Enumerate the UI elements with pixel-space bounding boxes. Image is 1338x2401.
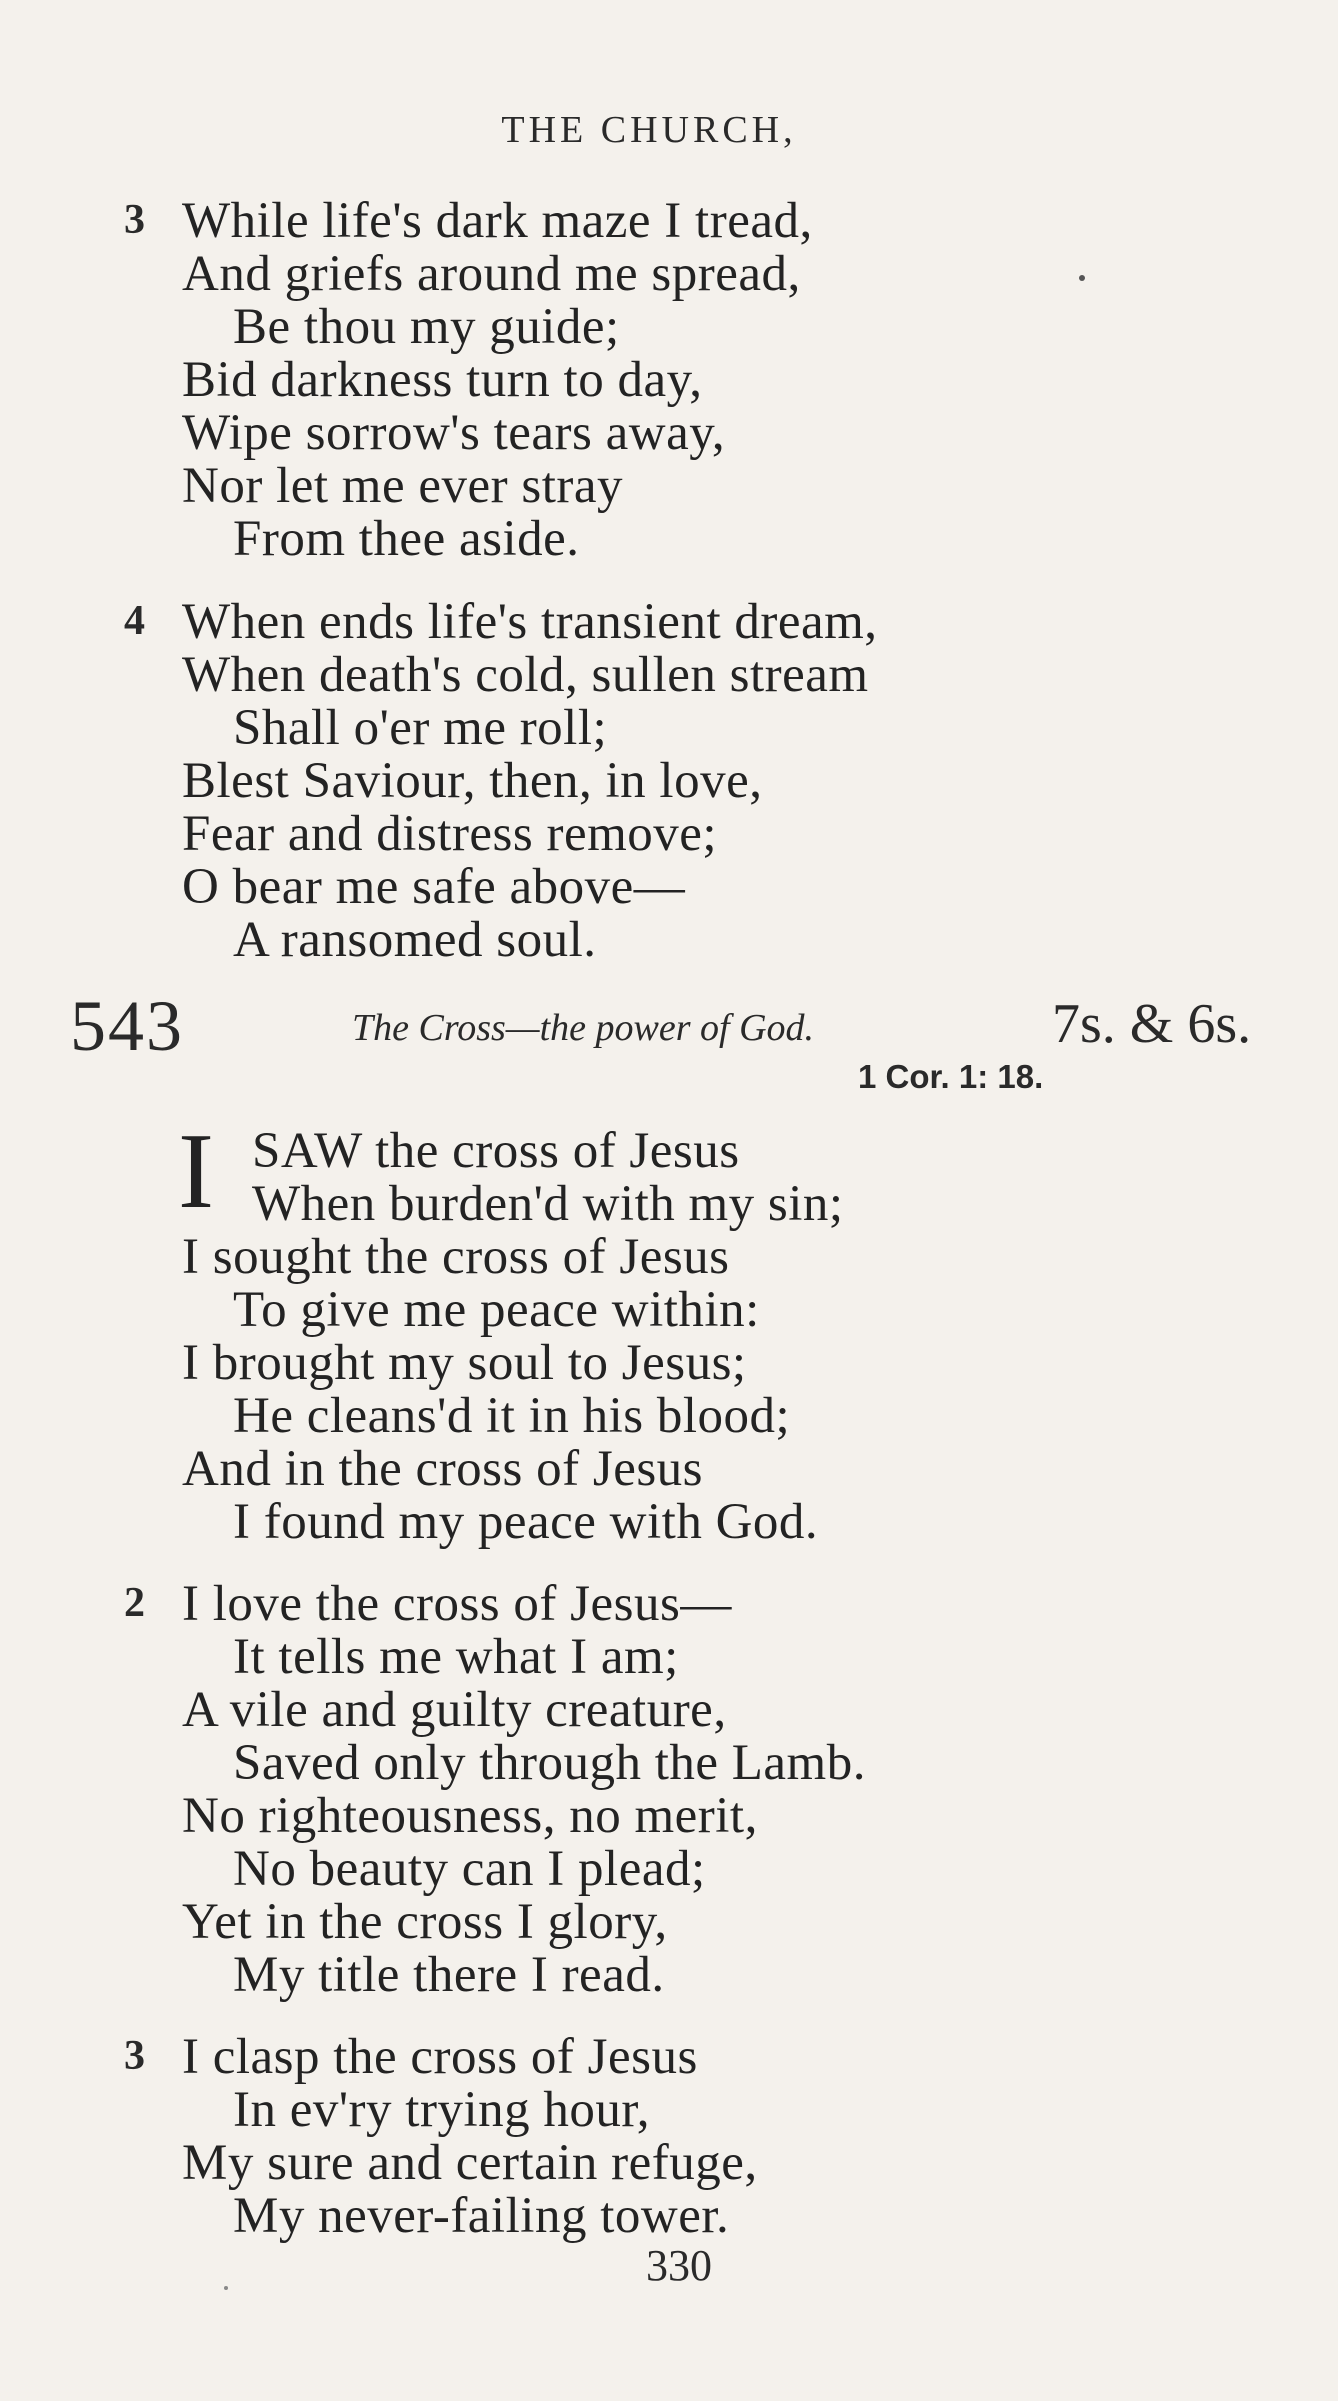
verse-line: It tells me what I am; [233, 1629, 679, 1685]
verse-line: He cleans'd it in his blood; [233, 1388, 791, 1444]
scripture-reference: 1 Cor. 1: 18. [858, 1058, 1044, 1095]
verse-line: Yet in the cross I glory, [182, 1894, 668, 1950]
verse-line: In ev'ry trying hour, [233, 2082, 651, 2138]
verse-line: When death's cold, sullen stream [182, 647, 869, 703]
hymn-number: 543 [70, 986, 184, 1066]
verse-line: Shall o'er me roll; [233, 700, 608, 756]
verse-line: Wipe sorrow's tears away, [182, 405, 726, 461]
verse-line: No beauty can I plead; [233, 1841, 706, 1897]
hymn-meter: 7s. & 6s. [1052, 993, 1252, 1055]
verse-line: I found my peace with God. [233, 1494, 819, 1550]
verse-number: 2 [124, 1580, 145, 1626]
verse-line: My sure and certain refuge, [182, 2135, 758, 2191]
verse-line: No righteousness, no merit, [182, 1788, 758, 1844]
verse-line: A vile and guilty creature, [182, 1682, 727, 1738]
print-speck [1079, 275, 1085, 281]
verse-line: My title there I read. [233, 1947, 665, 2003]
verse-line: When ends life's transient dream, [182, 594, 878, 650]
running-head: THE CHURCH, [501, 109, 797, 151]
verse-line: From thee aside. [233, 511, 580, 567]
verse-line: Fear and distress remove; [182, 806, 718, 862]
verse-line: A ransomed soul. [233, 912, 597, 968]
verse-line: Bid darkness turn to day, [182, 352, 703, 408]
verse-line: And griefs around me spread, [182, 246, 801, 302]
drop-cap: I [178, 1112, 214, 1231]
verse-line: I brought my soul to Jesus; [182, 1335, 747, 1391]
verse-line: While life's dark maze I tread, [182, 193, 813, 249]
hymn-title: The Cross—the power of God. [352, 1007, 815, 1049]
verse-line: My never-failing tower. [233, 2188, 730, 2244]
verse-number: 3 [124, 2033, 145, 2079]
verse-line: I sought the cross of Jesus [182, 1229, 730, 1285]
verse-line: Nor let me ever stray [182, 458, 623, 514]
verse-line: O bear me safe above— [182, 859, 686, 915]
verse-line: And in the cross of Jesus [182, 1441, 704, 1497]
verse-number: 3 [124, 197, 145, 243]
verse-line: I clasp the cross of Jesus [182, 2029, 698, 2085]
verse-line: Be thou my guide; [233, 299, 620, 355]
verse-line: When burden'd with my sin; [252, 1176, 844, 1232]
verse-number: 4 [124, 598, 145, 644]
verse-line: To give me peace within: [233, 1282, 760, 1338]
verse-line: Blest Saviour, then, in love, [182, 753, 763, 809]
verse-line: SAW the cross of Jesus [252, 1123, 740, 1179]
verse-line: I love the cross of Jesus— [182, 1576, 732, 1632]
verse-line: Saved only through the Lamb. [233, 1735, 866, 1791]
page-number: 330 [646, 2241, 712, 2290]
print-speck [224, 2286, 228, 2290]
